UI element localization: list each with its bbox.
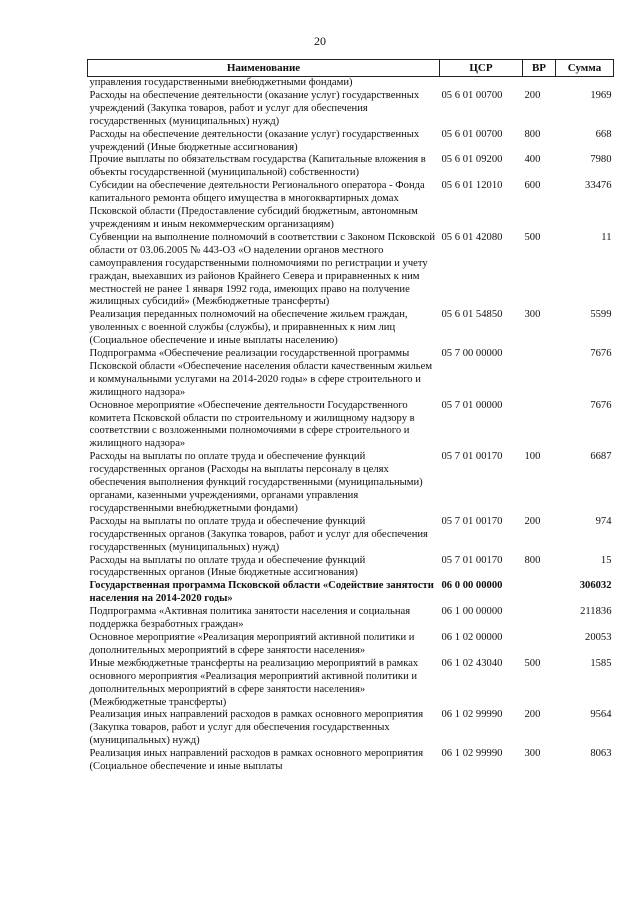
row-csr-cell: 05 6 01 42080: [441, 231, 503, 243]
row-csr-cell: 05 6 01 12010: [441, 180, 503, 192]
row-csr-cell: 05 7 01 00170: [441, 451, 503, 463]
row-vr-cell: 400: [524, 154, 541, 166]
row-sum-cell: 668: [595, 128, 612, 140]
table-row: [88, 309, 614, 348]
page-number: 20: [314, 34, 326, 48]
row-csr-cell: 05 7 01 00170: [441, 554, 503, 566]
row-sum-cell: 7676: [590, 348, 612, 360]
table-row: [88, 451, 614, 516]
row-vr-cell: [523, 632, 556, 658]
header-name: Наименование: [88, 60, 440, 77]
row-vr-cell: 300: [524, 748, 541, 760]
row-sum-cell: 306032: [579, 580, 612, 592]
table-row: [88, 232, 614, 309]
row-sum-cell: 1585: [590, 657, 612, 669]
row-sum-cell: 7980: [590, 154, 612, 166]
table-row: [88, 154, 614, 180]
row-name-cell: Прочие выплаты по обязательствам государства (Капитальные вложения в объекты государственной (муниципальной) собственности): [89, 154, 426, 179]
row-csr-cell: [440, 77, 523, 90]
row-csr-cell: 06 1 02 99990: [441, 748, 503, 760]
header-sum: Сумма: [556, 60, 614, 77]
row-vr-cell: 200: [524, 515, 541, 527]
table-row: [88, 580, 614, 606]
row-vr-cell: 800: [524, 128, 541, 140]
table-row: [88, 129, 614, 155]
row-name-cell: Реализация иных направлений расходов в рамках основного мероприятия (Социальное обеспечение и иные выплаты: [89, 748, 424, 773]
row-csr-cell: 06 1 02 43040: [441, 657, 503, 669]
row-csr-cell: 05 7 01 00170: [441, 515, 503, 527]
row-sum-cell: 7676: [590, 399, 612, 411]
header-csr: ЦСР: [440, 60, 523, 77]
row-sum-cell: 1969: [590, 89, 612, 101]
row-name-cell: Реализация переданных полномочий на обеспечение жильем граждан, уволенных с военной службы (службы), и приравненных к ним лиц (Социальное обеспечение и иные выплаты населению): [89, 309, 408, 347]
row-vr-cell: 200: [524, 709, 541, 721]
table-row: [88, 606, 614, 632]
table-row: [88, 90, 614, 129]
table-row: [88, 516, 614, 555]
row-vr-cell: [523, 400, 556, 452]
row-name-cell: Основное мероприятие «Обеспечение деятельности Государственного комитета Псковской области по строительному и жилищному надзору в соответствии с возложенными полномочиями в сфере строительного и жилищного надзора»: [89, 399, 415, 450]
table-row: [88, 555, 614, 581]
row-vr-cell: [523, 348, 556, 400]
row-sum-cell: 211836: [580, 606, 612, 618]
row-name-cell: Расходы на выплаты по оплате труда и обеспечение функций государственных органов (Закупка товаров, работ и услуг для обеспечения государственных (муниципальных) нужд): [89, 515, 428, 553]
row-vr-cell: [523, 606, 556, 632]
row-sum-cell: 20053: [585, 631, 612, 643]
row-csr-cell: 05 6 01 09200: [441, 154, 503, 166]
row-name-cell: Подпрограмма «Обеспечение реализации государственной программы Псковской области «Обеспечение населения области качественным жильем и коммунальными услугами на 2014-2020 годы» в сфере строительного и жилищного надзора»: [89, 348, 433, 398]
row-vr-cell: 300: [524, 309, 541, 321]
budget-table: [87, 59, 614, 774]
row-sum-cell: 8063: [590, 748, 612, 760]
row-sum-cell: 33476: [585, 180, 612, 192]
row-vr-cell: 600: [524, 180, 541, 192]
row-vr-cell: 200: [524, 89, 541, 101]
row-name-cell: Основное мероприятие «Реализация мероприятий активной политики и дополнительных мероприятий в сфере занятости населения»: [89, 631, 415, 656]
row-csr-cell: 05 6 01 00700: [441, 89, 503, 101]
row-name-cell: Иные межбюджетные трансферты на реализацию мероприятий в рамках основного мероприятия «Реализация мероприятий активной политики и дополнительных мероприятий в сфере занятости населения» (Межбюджетные трансферты): [89, 657, 419, 708]
row-vr-cell: 100: [524, 451, 541, 463]
row-csr-cell: 05 6 01 00700: [441, 128, 503, 140]
row-sum-cell: [556, 77, 614, 90]
row-sum-cell: 15: [600, 554, 612, 566]
row-sum-cell: 5599: [590, 309, 612, 321]
table-row: [88, 348, 614, 400]
row-name-cell: Государственная программа Псковской области «Содействие занятости населения на 2014-2020 годы»: [89, 580, 434, 605]
row-sum-cell: 6687: [590, 451, 612, 463]
row-name-cell: Субвенции на выполнение полномочий в соответствии с Законом Псковской области от 03.06.2005 № 443-ОЗ «О наделении органов местного самоуправления государственными полномочиями по регистрации и учету граждан, выехавших из районов Крайнего Севера и приравненных к ним местностей не ранее 1 января 1992 года, имеющих право на получение жилищных субсидий» (Межбюджетные трансферты): [89, 231, 436, 308]
row-vr-cell: [523, 77, 556, 90]
row-name-cell: Расходы на выплаты по оплате труда и обеспечение функций государственных органов (Расходы на выплаты персоналу в целях обеспечения выполнения функций государственными (муниципальными) органами, казенными учреждениями, органами управления государственными внебюджетными фондами): [89, 451, 423, 514]
row-name-cell: Реализация иных направлений расходов в рамках основного мероприятия (Закупка товаров, работ и услуг для обеспечения государственных (муниципальных) нужд): [89, 709, 424, 747]
table-row: [88, 400, 614, 452]
table-row: [88, 77, 614, 90]
row-name-cell: Расходы на обеспечение деятельности (оказание услуг) государственных учреждений (Иные бюджетные ассигнования): [89, 128, 420, 153]
row-csr-cell: 05 7 01 00000: [441, 399, 503, 411]
row-vr-cell: 500: [524, 231, 541, 243]
table-header-row: [88, 60, 614, 77]
row-csr-cell: 05 7 00 00000: [441, 348, 503, 360]
row-csr-cell: 06 1 00 00000: [441, 606, 503, 618]
row-name-cell: Подпрограмма «Активная политика занятости населения и социальная поддержка безработных граждан»: [89, 606, 411, 631]
row-name-cell: управления государственными внебюджетными фондами): [89, 77, 353, 88]
table-row: [88, 709, 614, 748]
row-name-cell: Субсидии на обеспечение деятельности Регионального оператора - Фонда капитального ремонта общего имущества в многоквартирных домах Псковской области (Предоставление субсидий бюджетным, автономным учреждениям и иным некоммерческим организациям): [89, 180, 425, 230]
row-vr-cell: [523, 580, 556, 606]
table-row: [88, 632, 614, 658]
table-body: [88, 77, 614, 774]
row-vr-cell: 800: [524, 554, 541, 566]
header-vr: ВР: [523, 60, 556, 77]
row-sum-cell: 9564: [590, 709, 612, 721]
row-csr-cell: 05 6 01 54850: [441, 309, 503, 321]
table-row: [88, 180, 614, 232]
row-vr-cell: 500: [524, 657, 541, 669]
row-csr-cell: 06 0 00 00000: [441, 580, 503, 592]
row-name-cell: Расходы на обеспечение деятельности (оказание услуг) государственных учреждений (Закупка товаров, работ и услуг для обеспечения государственных (муниципальных) нужд): [89, 89, 420, 127]
row-csr-cell: 06 1 02 99990: [441, 709, 503, 721]
row-name-cell: Расходы на выплаты по оплате труда и обеспечение функций государственных органов (Иные бюджетные ассигнования): [89, 554, 366, 579]
row-sum-cell: 974: [595, 515, 612, 527]
table-row: [88, 748, 614, 774]
table-row: [88, 658, 614, 710]
row-csr-cell: 06 1 02 00000: [441, 631, 503, 643]
row-sum-cell: 11: [601, 231, 612, 243]
